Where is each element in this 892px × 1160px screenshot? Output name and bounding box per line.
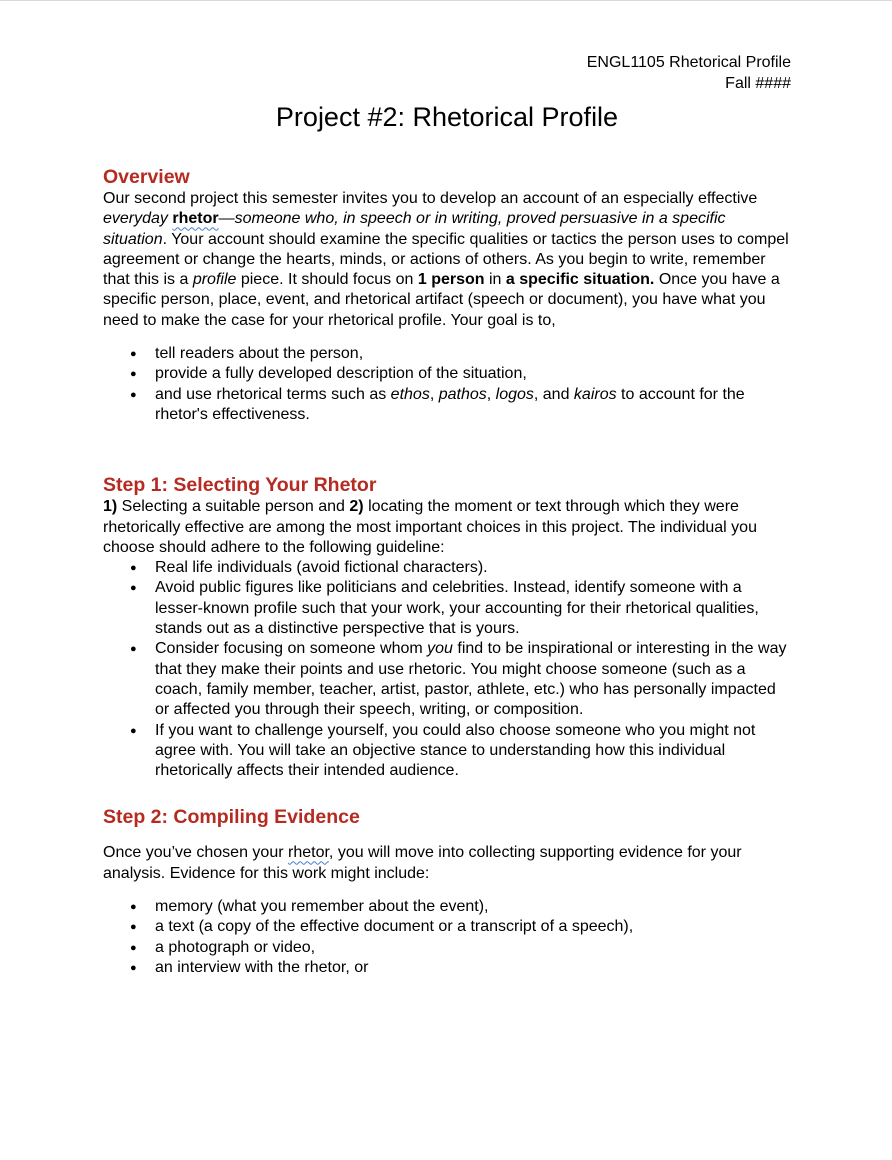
list-item — [103, 639, 791, 720]
step1-heading: Step 1: Selecting Your Rhetor — [103, 474, 377, 497]
term-kairos: kairos — [573, 385, 617, 403]
term-ethos: ethos — [390, 385, 430, 403]
text-run-italic: profile — [192, 271, 237, 289]
step1-paragraph — [103, 497, 791, 558]
page-top-border — [0, 0, 892, 1]
text-run: Once you have a specific person, place, event, and rhetorical artifact (speech or document), you have what you need to make the case for your rhetorical profile. Your goal is to, — [103, 271, 780, 329]
term-label: Fall #### — [725, 75, 791, 92]
list-item — [103, 385, 791, 426]
text-run: , — [486, 385, 496, 403]
document-page — [103, 52, 791, 978]
text-run: , and — [533, 385, 574, 403]
step1-section — [103, 473, 791, 781]
text-run-bold: 2) — [349, 498, 364, 516]
text-run: and use rhetorical terms such as — [155, 385, 391, 403]
step2-evidence-list — [103, 897, 791, 978]
overview-paragraph — [103, 189, 791, 331]
list-item: ● provide a fully developed description of the situation, — [103, 364, 791, 384]
text-run: piece. It should focus on — [236, 271, 418, 289]
text-run-bold: 1 person — [417, 271, 485, 289]
text-run-italic: you — [427, 640, 453, 658]
overview-goal-list — [103, 344, 791, 425]
text-run-bold: a specific situation. — [505, 271, 655, 289]
list-item: ● tell readers about the person, — [103, 344, 791, 364]
list-item: ● Avoid public figures like politicians and celebrities. Instead, identify someone with a lesser-known profile such that your work, your accounting for their rhetorical qualities, stands out as a distinctive perspective that is yours. — [103, 578, 791, 639]
text-run: , — [429, 385, 439, 403]
step1-guideline-list — [103, 558, 791, 781]
list-item: ● Real life individuals (avoid fictional characters). — [103, 558, 791, 578]
step2-heading: Step 2: Compiling Evidence — [103, 806, 360, 829]
rhetor-term-spellcheck: rhetor — [172, 210, 219, 228]
term-logos: logos — [495, 385, 534, 403]
step2-section — [103, 805, 791, 978]
step2-paragraph — [103, 843, 791, 884]
text-run-italic: everyday — [103, 210, 168, 228]
text-run-bold: 1) — [103, 498, 118, 516]
list-item: ● an interview with the rhetor, or — [103, 958, 791, 978]
overview-heading: Overview — [103, 166, 190, 188]
overview-section — [103, 165, 791, 425]
text-run: . Your account should examine the specific qualities or tactics the person uses to compel agreement or change the hearts, minds, or actions of others. As you begin to write, remember that this is a — [103, 230, 789, 289]
text-run: to account for the rhetor's effectiveness. — [155, 385, 745, 423]
list-item: ● a text (a copy of the effective document or a transcript of a speech), — [103, 917, 791, 937]
text-run-italic: —someone who, in speech or in writing, proved persuasive in a specific situation — [103, 210, 726, 248]
text-run: Once you’ve chosen your — [103, 844, 288, 862]
list-item: ● memory (what you remember about the event), — [103, 897, 791, 917]
text-run: Our second project this semester invites you to develop an account of an especially effective — [103, 190, 758, 207]
list-item: ● If you want to challenge yourself, you could also choose someone who you might not agree with. You will take an objective stance to understanding how this individual rhetorically affects their intended audience. — [103, 721, 791, 782]
term-pathos: pathos — [438, 385, 487, 403]
list-item: ● a photograph or video, — [103, 938, 791, 958]
text-run: Selecting a suitable person and — [117, 498, 350, 516]
course-label: ENGL1105 Rhetorical Profile — [586, 54, 791, 71]
document-title: Project #2: Rhetorical Profile — [275, 102, 619, 132]
text-run: find to be inspirational or interesting in the way that they make their points and use rhetoric. You might choose someone (such as a coach, family member, teacher, artist, pastor, athlete, etc.) who has personally impacted or affected you through their speech, writing, or composition. — [155, 640, 787, 719]
text-run: , you will move into collecting supporting evidence for your analysis. Evidence for this work might include: — [103, 844, 742, 882]
text-run: Consider focusing on someone whom — [155, 640, 428, 658]
running-header — [103, 52, 791, 94]
text-run: locating the moment or text through which they were rhetorically effective are among the most important choices in this project. The individual you choose should adhere to the following guideline: — [103, 498, 757, 556]
rhetor-term-spellcheck: rhetor — [288, 844, 329, 862]
text-run: in — [484, 271, 506, 289]
